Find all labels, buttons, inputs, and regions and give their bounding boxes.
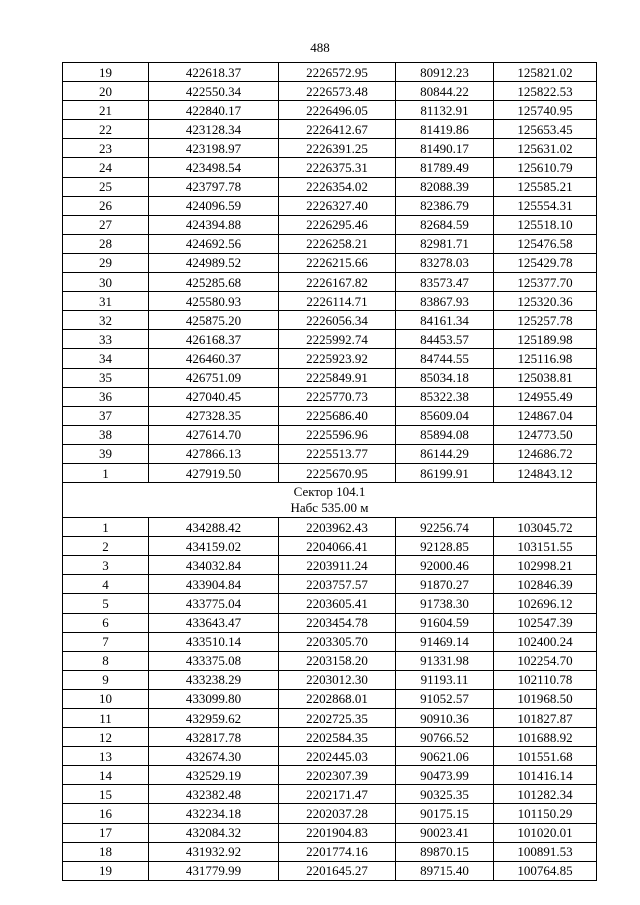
local-x-cell: 84453.57 <box>396 330 494 349</box>
local-y-cell: 125610.79 <box>494 158 597 177</box>
table-row <box>63 689 597 708</box>
local-y-cell: 102998.21 <box>494 556 597 575</box>
coord-y-cell: 2225596.96 <box>279 425 396 444</box>
point-number-cell: 26 <box>63 196 149 215</box>
local-y-cell: 125631.02 <box>494 139 597 158</box>
table-row <box>63 613 597 632</box>
local-y-cell: 102400.24 <box>494 632 597 651</box>
table-row <box>63 292 597 311</box>
local-y-cell: 125822.53 <box>494 82 597 101</box>
coord-y-cell: 2225992.74 <box>279 330 396 349</box>
table-row <box>63 709 597 728</box>
table-row <box>63 575 597 594</box>
coord-x-cell: 424989.52 <box>149 253 279 272</box>
local-y-cell: 124955.49 <box>494 387 597 406</box>
local-x-cell: 86199.91 <box>396 463 494 482</box>
point-number-cell: 14 <box>63 766 149 785</box>
local-x-cell: 82981.71 <box>396 234 494 253</box>
local-x-cell: 90473.99 <box>396 766 494 785</box>
sector-subtitle: Набс 535.00 м <box>290 500 369 516</box>
coord-x-cell: 423128.34 <box>149 120 279 139</box>
point-number-cell: 27 <box>63 215 149 234</box>
table-row <box>63 842 597 861</box>
coord-y-cell: 2225670.95 <box>279 463 396 482</box>
table-row <box>63 139 597 158</box>
coord-x-cell: 433643.47 <box>149 613 279 632</box>
local-y-cell: 101150.29 <box>494 804 597 823</box>
table-row <box>63 63 597 82</box>
coord-x-cell: 424096.59 <box>149 196 279 215</box>
local-x-cell: 91870.27 <box>396 575 494 594</box>
point-number-cell: 9 <box>63 670 149 689</box>
local-x-cell: 91193.11 <box>396 670 494 689</box>
local-x-cell: 83867.93 <box>396 292 494 311</box>
coord-x-cell: 425875.20 <box>149 311 279 330</box>
point-number-cell: 36 <box>63 387 149 406</box>
point-number-cell: 33 <box>63 330 149 349</box>
table-row <box>63 215 597 234</box>
sector-header <box>63 483 597 518</box>
local-y-cell: 102110.78 <box>494 670 597 689</box>
coord-y-cell: 2202171.47 <box>279 785 396 804</box>
coord-x-cell: 423498.54 <box>149 158 279 177</box>
coord-x-cell: 427919.50 <box>149 463 279 482</box>
coord-y-cell: 2225513.77 <box>279 444 396 463</box>
local-y-cell: 101551.68 <box>494 747 597 766</box>
coord-x-cell: 432959.62 <box>149 709 279 728</box>
local-x-cell: 91331.98 <box>396 651 494 670</box>
coord-y-cell: 2226215.66 <box>279 253 396 272</box>
point-number-cell: 24 <box>63 158 149 177</box>
local-x-cell: 91738.30 <box>396 594 494 613</box>
local-x-cell: 90023.41 <box>396 823 494 842</box>
coord-y-cell: 2226375.31 <box>279 158 396 177</box>
coord-x-cell: 432234.18 <box>149 804 279 823</box>
local-x-cell: 91604.59 <box>396 613 494 632</box>
point-number-cell: 17 <box>63 823 149 842</box>
local-y-cell: 101827.87 <box>494 709 597 728</box>
table-row <box>63 766 597 785</box>
coord-y-cell: 2226496.05 <box>279 101 396 120</box>
coord-y-cell: 2201645.27 <box>279 861 396 880</box>
coord-x-cell: 434159.02 <box>149 537 279 556</box>
table-row <box>63 785 597 804</box>
point-number-cell: 28 <box>63 234 149 253</box>
coord-x-cell: 427866.13 <box>149 444 279 463</box>
local-y-cell: 125116.98 <box>494 349 597 368</box>
table-row <box>63 444 597 463</box>
coord-y-cell: 2202037.28 <box>279 804 396 823</box>
local-y-cell: 125429.78 <box>494 253 597 272</box>
local-y-cell: 101282.34 <box>494 785 597 804</box>
local-y-cell: 125320.36 <box>494 292 597 311</box>
local-y-cell: 125476.58 <box>494 234 597 253</box>
local-x-cell: 90175.15 <box>396 804 494 823</box>
coord-x-cell: 434288.42 <box>149 518 279 537</box>
table-row <box>63 823 597 842</box>
local-y-cell: 124843.12 <box>494 463 597 482</box>
coord-x-cell: 425285.68 <box>149 273 279 292</box>
local-x-cell: 85034.18 <box>396 368 494 387</box>
local-x-cell: 85609.04 <box>396 406 494 425</box>
local-y-cell: 125518.10 <box>494 215 597 234</box>
table-row <box>63 82 597 101</box>
table-row <box>63 234 597 253</box>
table-row <box>63 311 597 330</box>
table-row <box>63 101 597 120</box>
local-x-cell: 89715.40 <box>396 861 494 880</box>
sector-header-group <box>63 483 597 518</box>
local-y-cell: 102547.39 <box>494 613 597 632</box>
local-x-cell: 86144.29 <box>396 444 494 463</box>
coord-x-cell: 426168.37 <box>149 330 279 349</box>
table-row <box>63 594 597 613</box>
coord-y-cell: 2226295.46 <box>279 215 396 234</box>
coord-x-cell: 426460.37 <box>149 349 279 368</box>
point-number-cell: 30 <box>63 273 149 292</box>
table-row <box>63 556 597 575</box>
table-row <box>63 425 597 444</box>
point-number-cell: 31 <box>63 292 149 311</box>
local-x-cell: 81789.49 <box>396 158 494 177</box>
point-number-cell: 34 <box>63 349 149 368</box>
local-x-cell: 91469.14 <box>396 632 494 651</box>
coord-y-cell: 2204066.41 <box>279 537 396 556</box>
coord-x-cell: 433099.80 <box>149 689 279 708</box>
coord-x-cell: 425580.93 <box>149 292 279 311</box>
coord-y-cell: 2203454.78 <box>279 613 396 632</box>
local-y-cell: 125257.78 <box>494 311 597 330</box>
local-x-cell: 84744.55 <box>396 349 494 368</box>
coord-x-cell: 432529.19 <box>149 766 279 785</box>
coord-y-cell: 2202725.35 <box>279 709 396 728</box>
coord-y-cell: 2203012.30 <box>279 670 396 689</box>
table-row <box>63 368 597 387</box>
local-y-cell: 125189.98 <box>494 330 597 349</box>
coord-x-cell: 434032.84 <box>149 556 279 575</box>
local-x-cell: 80844.22 <box>396 82 494 101</box>
coord-x-cell: 423198.97 <box>149 139 279 158</box>
local-y-cell: 100891.53 <box>494 842 597 861</box>
point-number-cell: 19 <box>63 861 149 880</box>
table-row <box>63 196 597 215</box>
sector-header-row <box>63 483 597 518</box>
point-number-cell: 8 <box>63 651 149 670</box>
local-x-cell: 81490.17 <box>396 139 494 158</box>
local-y-cell: 103045.72 <box>494 518 597 537</box>
table-row <box>63 651 597 670</box>
local-y-cell: 101416.14 <box>494 766 597 785</box>
table-row <box>63 330 597 349</box>
table-row <box>63 537 597 556</box>
coord-y-cell: 2226572.95 <box>279 63 396 82</box>
local-x-cell: 90325.35 <box>396 785 494 804</box>
point-number-cell: 3 <box>63 556 149 575</box>
coord-y-cell: 2203158.20 <box>279 651 396 670</box>
point-number-cell: 1 <box>63 463 149 482</box>
point-number-cell: 37 <box>63 406 149 425</box>
coord-x-cell: 433775.04 <box>149 594 279 613</box>
local-y-cell: 125585.21 <box>494 177 597 196</box>
point-number-cell: 12 <box>63 728 149 747</box>
point-number-cell: 13 <box>63 747 149 766</box>
table-row <box>63 518 597 537</box>
coord-y-cell: 2226327.40 <box>279 196 396 215</box>
coord-y-cell: 2202868.01 <box>279 689 396 708</box>
table-row <box>63 861 597 880</box>
local-x-cell: 83573.47 <box>396 273 494 292</box>
coord-x-cell: 433510.14 <box>149 632 279 651</box>
coord-x-cell: 422618.37 <box>149 63 279 82</box>
table-row <box>63 670 597 689</box>
local-x-cell: 84161.34 <box>396 311 494 330</box>
table-row <box>63 158 597 177</box>
local-y-cell: 102846.39 <box>494 575 597 594</box>
coord-x-cell: 427614.70 <box>149 425 279 444</box>
coord-y-cell: 2203305.70 <box>279 632 396 651</box>
coord-x-cell: 423797.78 <box>149 177 279 196</box>
point-number-cell: 35 <box>63 368 149 387</box>
point-number-cell: 11 <box>63 709 149 728</box>
table-row <box>63 120 597 139</box>
coord-y-cell: 2202307.39 <box>279 766 396 785</box>
local-x-cell: 85322.38 <box>396 387 494 406</box>
local-y-cell: 103151.55 <box>494 537 597 556</box>
page-number: 488 <box>310 40 330 55</box>
local-x-cell: 90621.06 <box>396 747 494 766</box>
local-x-cell: 92256.74 <box>396 518 494 537</box>
table-row <box>63 273 597 292</box>
coord-y-cell: 2201774.16 <box>279 842 396 861</box>
coord-x-cell: 431932.92 <box>149 842 279 861</box>
coord-x-cell: 424394.88 <box>149 215 279 234</box>
coord-x-cell: 424692.56 <box>149 234 279 253</box>
point-number-cell: 21 <box>63 101 149 120</box>
coord-x-cell: 433904.84 <box>149 575 279 594</box>
point-number-cell: 18 <box>63 842 149 861</box>
point-number-cell: 20 <box>63 82 149 101</box>
coordinate-rows-bottom <box>63 518 597 881</box>
local-x-cell: 83278.03 <box>396 253 494 272</box>
local-y-cell: 125038.81 <box>494 368 597 387</box>
table-row <box>63 463 597 482</box>
local-y-cell: 125377.70 <box>494 273 597 292</box>
point-number-cell: 5 <box>63 594 149 613</box>
local-y-cell: 101688.92 <box>494 728 597 747</box>
coord-x-cell: 427040.45 <box>149 387 279 406</box>
coord-y-cell: 2203757.57 <box>279 575 396 594</box>
coordinate-rows-top <box>63 63 597 483</box>
coord-y-cell: 2226391.25 <box>279 139 396 158</box>
local-x-cell: 90910.36 <box>396 709 494 728</box>
coord-y-cell: 2225923.92 <box>279 349 396 368</box>
point-number-cell: 25 <box>63 177 149 196</box>
coord-x-cell: 433238.29 <box>149 670 279 689</box>
local-x-cell: 82684.59 <box>396 215 494 234</box>
point-number-cell: 16 <box>63 804 149 823</box>
local-x-cell: 82088.39 <box>396 177 494 196</box>
coord-y-cell: 2226056.34 <box>279 311 396 330</box>
coord-y-cell: 2225770.73 <box>279 387 396 406</box>
point-number-cell: 2 <box>63 537 149 556</box>
coord-y-cell: 2201904.83 <box>279 823 396 842</box>
coord-y-cell: 2202445.03 <box>279 747 396 766</box>
coord-y-cell: 2226573.48 <box>279 82 396 101</box>
table-row <box>63 387 597 406</box>
point-number-cell: 32 <box>63 311 149 330</box>
table-row <box>63 747 597 766</box>
local-y-cell: 101020.01 <box>494 823 597 842</box>
local-y-cell: 124686.72 <box>494 444 597 463</box>
coord-y-cell: 2226412.67 <box>279 120 396 139</box>
coord-x-cell: 433375.08 <box>149 651 279 670</box>
coord-y-cell: 2226258.21 <box>279 234 396 253</box>
coord-y-cell: 2225686.40 <box>279 406 396 425</box>
coord-y-cell: 2226167.82 <box>279 273 396 292</box>
local-x-cell: 89870.15 <box>396 842 494 861</box>
point-number-cell: 29 <box>63 253 149 272</box>
point-number-cell: 4 <box>63 575 149 594</box>
table-row <box>63 406 597 425</box>
local-x-cell: 92000.46 <box>396 556 494 575</box>
coord-x-cell: 427328.35 <box>149 406 279 425</box>
local-y-cell: 125554.31 <box>494 196 597 215</box>
coord-x-cell: 432674.30 <box>149 747 279 766</box>
point-number-cell: 38 <box>63 425 149 444</box>
point-number-cell: 6 <box>63 613 149 632</box>
local-x-cell: 81419.86 <box>396 120 494 139</box>
coord-x-cell: 422550.34 <box>149 82 279 101</box>
coordinate-table <box>62 62 597 881</box>
local-x-cell: 81132.91 <box>396 101 494 120</box>
coord-x-cell: 432817.78 <box>149 728 279 747</box>
coord-y-cell: 2203911.24 <box>279 556 396 575</box>
local-y-cell: 100764.85 <box>494 861 597 880</box>
table-row <box>63 728 597 747</box>
local-x-cell: 90766.52 <box>396 728 494 747</box>
local-y-cell: 125821.02 <box>494 63 597 82</box>
point-number-cell: 15 <box>63 785 149 804</box>
coord-y-cell: 2226114.71 <box>279 292 396 311</box>
local-x-cell: 85894.08 <box>396 425 494 444</box>
table-row <box>63 177 597 196</box>
sector-title: Сектор 104.1 <box>293 484 366 500</box>
point-number-cell: 19 <box>63 63 149 82</box>
coord-x-cell: 432382.48 <box>149 785 279 804</box>
table-row <box>63 253 597 272</box>
point-number-cell: 23 <box>63 139 149 158</box>
coord-x-cell: 426751.09 <box>149 368 279 387</box>
coord-x-cell: 432084.32 <box>149 823 279 842</box>
coord-y-cell: 2203605.41 <box>279 594 396 613</box>
local-x-cell: 91052.57 <box>396 689 494 708</box>
coord-x-cell: 422840.17 <box>149 101 279 120</box>
local-y-cell: 102696.12 <box>494 594 597 613</box>
table-row <box>63 349 597 368</box>
local-y-cell: 125653.45 <box>494 120 597 139</box>
local-x-cell: 92128.85 <box>396 537 494 556</box>
local-y-cell: 102254.70 <box>494 651 597 670</box>
local-y-cell: 124773.50 <box>494 425 597 444</box>
point-number-cell: 10 <box>63 689 149 708</box>
coord-y-cell: 2225849.91 <box>279 368 396 387</box>
coord-y-cell: 2226354.02 <box>279 177 396 196</box>
local-y-cell: 101968.50 <box>494 689 597 708</box>
point-number-cell: 39 <box>63 444 149 463</box>
local-x-cell: 82386.79 <box>396 196 494 215</box>
local-x-cell: 80912.23 <box>396 63 494 82</box>
coord-x-cell: 431779.99 <box>149 861 279 880</box>
table-row <box>63 804 597 823</box>
table-row <box>63 632 597 651</box>
point-number-cell: 7 <box>63 632 149 651</box>
local-y-cell: 124867.04 <box>494 406 597 425</box>
coord-y-cell: 2202584.35 <box>279 728 396 747</box>
coord-y-cell: 2203962.43 <box>279 518 396 537</box>
point-number-cell: 22 <box>63 120 149 139</box>
point-number-cell: 1 <box>63 518 149 537</box>
local-y-cell: 125740.95 <box>494 101 597 120</box>
